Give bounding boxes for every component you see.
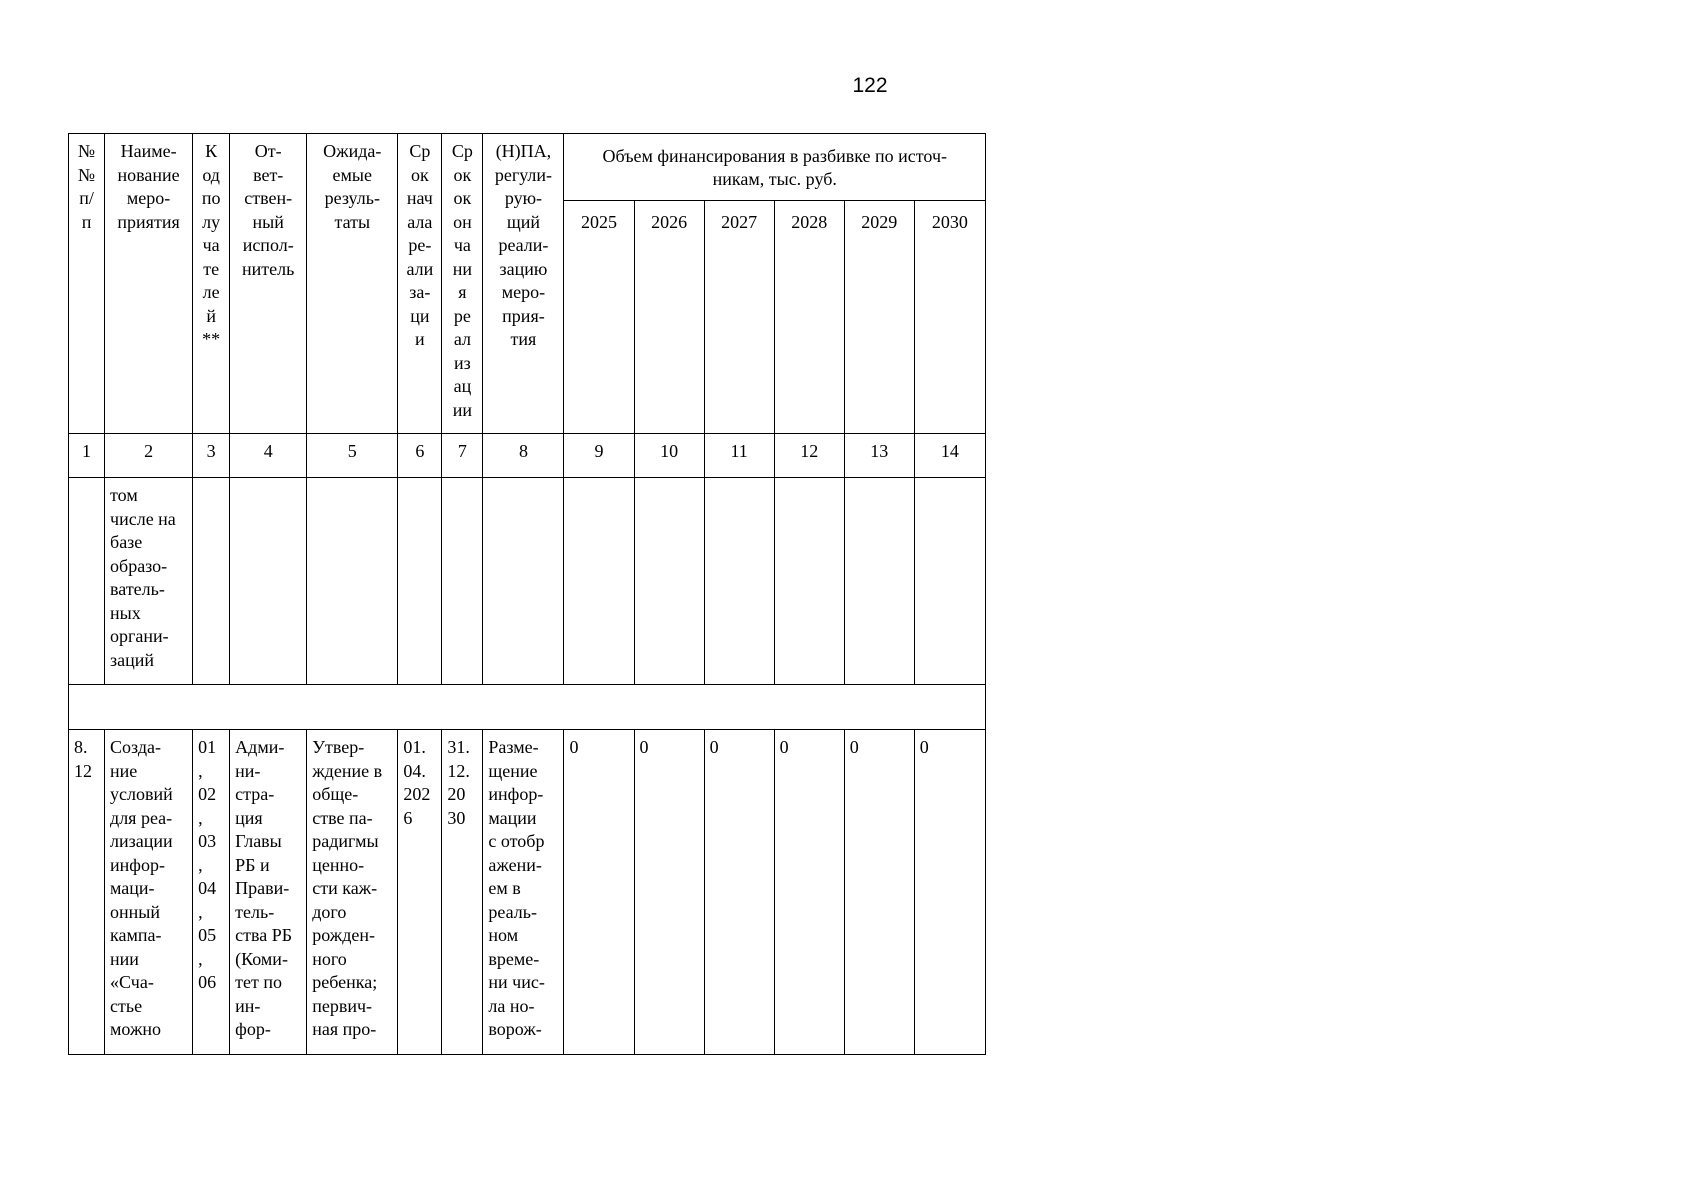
table-cell — [398, 478, 442, 685]
year-2026: 2026 — [634, 201, 704, 434]
year-2025: 2025 — [564, 201, 634, 434]
row-npa: Разме- щение инфор- мации с отобр ажени- ем в реаль- ном време- ни чис- ла но- ворож- — [483, 730, 564, 1055]
row-number: 8. 12 — [69, 730, 105, 1055]
continuation-event-name: том числе на базе образо- ватель- ных органи- заций — [105, 478, 193, 685]
column-number: 2 — [105, 434, 193, 478]
value-2029: 0 — [844, 730, 914, 1055]
table-cell — [69, 685, 986, 730]
empty-spanning-row — [69, 685, 986, 730]
column-number: 1 — [69, 434, 105, 478]
header-row — [69, 134, 986, 201]
header-expected-results: Ожида- емые резуль- таты — [307, 134, 398, 434]
row-start-date: 01. 04. 202 6 — [398, 730, 442, 1055]
row-recipient-codes: 01 , 02 , 03 , 04 , 05 , 06 — [193, 730, 230, 1055]
year-2028: 2028 — [774, 201, 844, 434]
column-number: 10 — [634, 434, 704, 478]
header-number: № № п/ п — [69, 134, 105, 434]
header-npa: (Н)ПА, регули- рую- щий реали- зацию меро- прия- тия — [483, 134, 564, 434]
row-executor: Адми- ни- стра- ция Главы РБ и Прави- тель- ства РБ (Коми- тет по ин- фор- — [230, 730, 307, 1055]
continuation-row — [69, 478, 986, 685]
page-number: 122 — [852, 74, 888, 97]
column-number: 11 — [704, 434, 774, 478]
table-cell — [634, 478, 704, 685]
table-cell — [69, 478, 105, 685]
header-end-date: Ср ок ок он ча ни я ре ал из ац ии — [442, 134, 483, 434]
value-2028: 0 — [774, 730, 844, 1055]
year-2029: 2029 — [844, 201, 914, 434]
column-number: 4 — [230, 434, 307, 478]
table-cell — [704, 478, 774, 685]
table-cell — [193, 478, 230, 685]
year-2027: 2027 — [704, 201, 774, 434]
column-number: 9 — [564, 434, 634, 478]
column-number: 13 — [844, 434, 914, 478]
header-recipient-code: К од по лу ча те ле й ** — [193, 134, 230, 434]
table-cell — [307, 478, 398, 685]
row-event-name: Созда- ние условий для реа- лизации инфор- маци- онный кампа- нии «Сча- стье можно — [105, 730, 193, 1055]
column-number: 7 — [442, 434, 483, 478]
financing-table — [68, 133, 986, 1055]
column-number: 8 — [483, 434, 564, 478]
year-2030: 2030 — [914, 201, 985, 434]
header-start-date: Ср ок нач ала ре- али за- ци и — [398, 134, 442, 434]
table-cell — [564, 478, 634, 685]
row-end-date: 31. 12. 20 30 — [442, 730, 483, 1055]
table-cell — [230, 478, 307, 685]
value-2025: 0 — [564, 730, 634, 1055]
header-executor: От- вет- ствен- ный испол- нитель — [230, 134, 307, 434]
table-cell — [914, 478, 985, 685]
column-number: 14 — [914, 434, 985, 478]
table-row-8-12 — [69, 730, 986, 1055]
column-numbers-row — [69, 434, 986, 478]
value-2027: 0 — [704, 730, 774, 1055]
header-financing: Объем финансирования в разбивке по источ- никам, тыс. руб. — [564, 134, 986, 201]
value-2030: 0 — [914, 730, 985, 1055]
table-cell — [442, 478, 483, 685]
table-cell — [844, 478, 914, 685]
value-2026: 0 — [634, 730, 704, 1055]
column-number: 6 — [398, 434, 442, 478]
table-cell — [774, 478, 844, 685]
header-event-name: Наиме- нование меро- приятия — [105, 134, 193, 434]
table-cell — [483, 478, 564, 685]
column-number: 3 — [193, 434, 230, 478]
row-expected-results: Утвер- ждение в обще- стве па- радигмы ценно- сти каж- дого рожден- ного ребенка; первич- ная про- — [307, 730, 398, 1055]
column-number: 12 — [774, 434, 844, 478]
column-number: 5 — [307, 434, 398, 478]
